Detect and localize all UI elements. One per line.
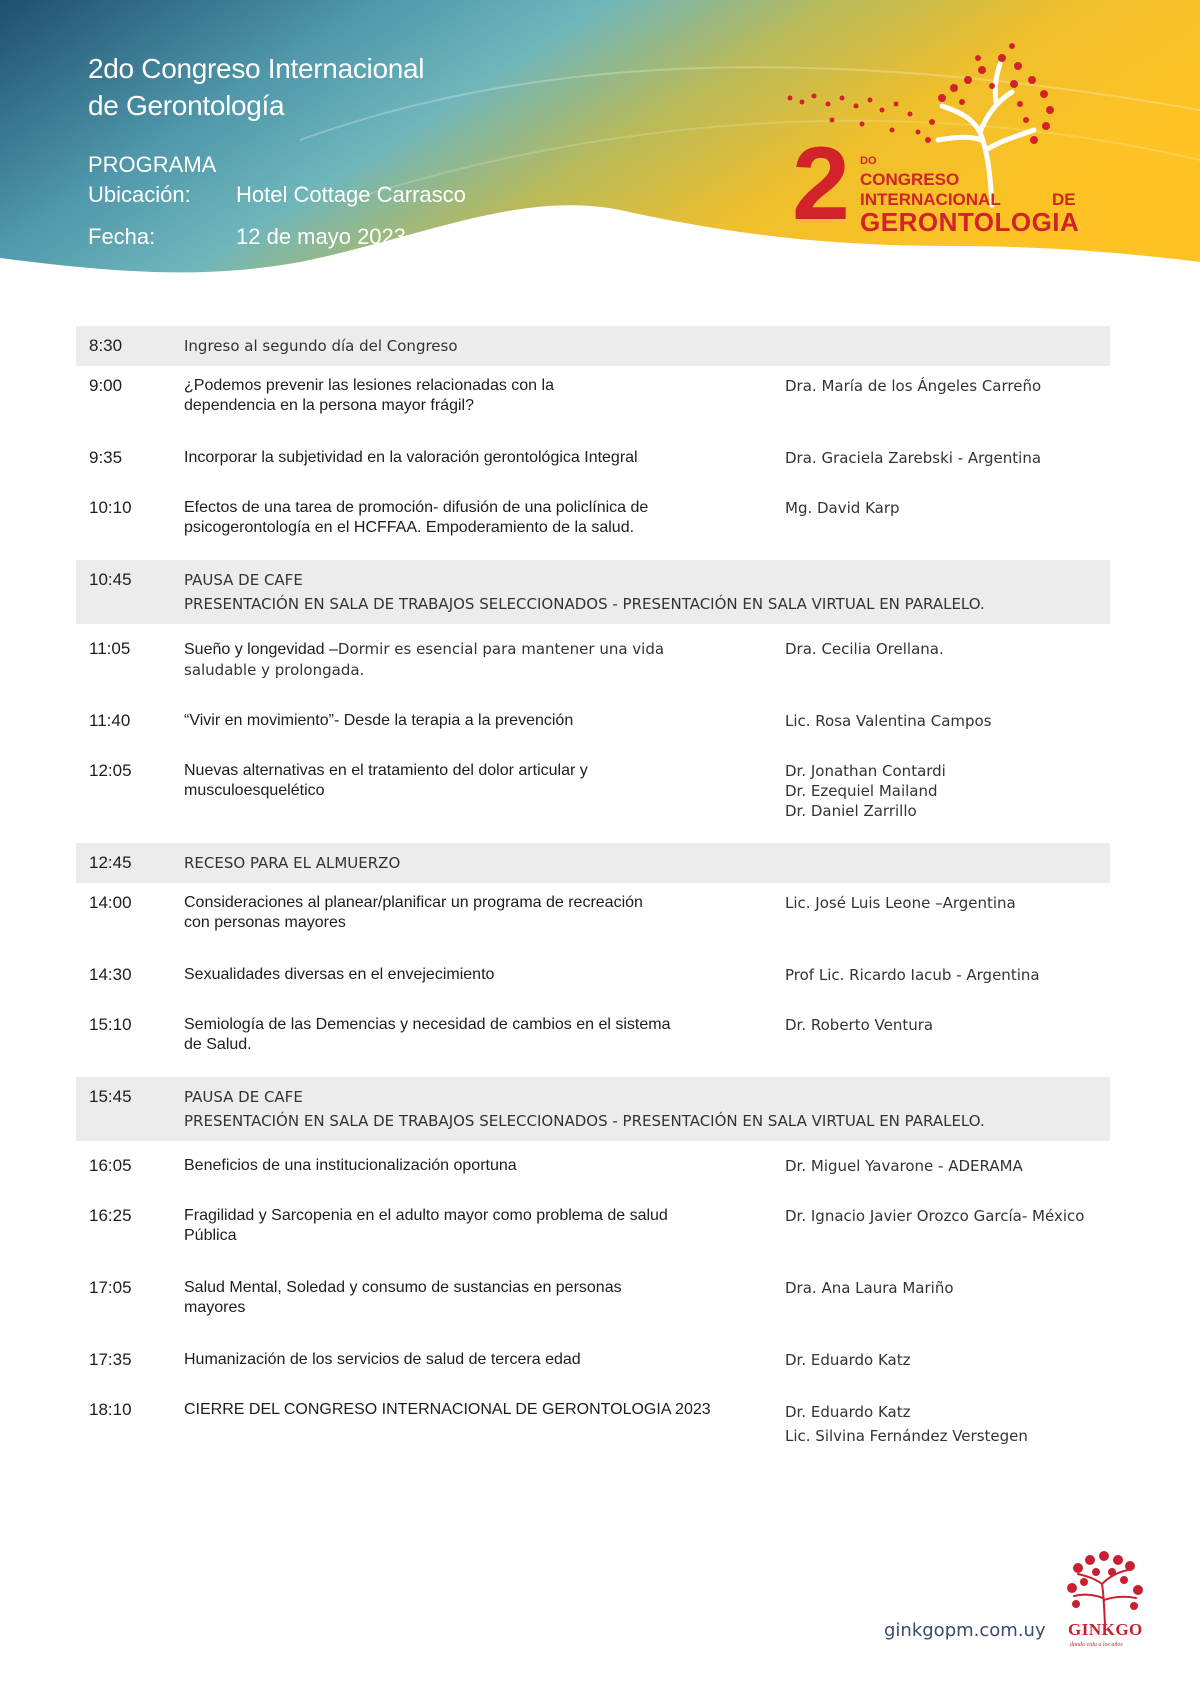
session-time: 15:10 xyxy=(89,1015,132,1034)
schedule-row xyxy=(76,1278,1110,1340)
session-time: 14:00 xyxy=(89,893,132,912)
session-title: CIERRE DEL CONGRESO INTERNACIONAL DE GERONTOLOGIA 2023 xyxy=(184,1401,711,1418)
session-title: Sexualidades diversas en el envejecimiento xyxy=(184,966,495,983)
session-time: 18:10 xyxy=(89,1400,132,1419)
logo-line-2-end: DE xyxy=(1052,190,1076,209)
session-title: Nuevas alternativas en el tratamiento del dolor articular y musculoesquelético xyxy=(184,762,588,799)
session-title: ¿Podemos prevenir las lesiones relacionadas con la dependencia en la persona mayor frágil? xyxy=(184,377,554,414)
session-title: Fragilidad y Sarcopenia en el adulto mayor como problema de salud Pública xyxy=(184,1207,668,1244)
break-text: PAUSA DE CAFE PRESENTACIÓN EN SALA DE TRABAJOS SELECCIONADOS - PRESENTACIÓN EN SALA VIRTUAL EN PARALELO. xyxy=(184,1088,985,1130)
session-time: 11:05 xyxy=(89,639,131,658)
session-speaker: Prof Lic. Ricardo Iacub - Argentina xyxy=(785,966,1040,984)
schedule-row-break xyxy=(76,843,1110,883)
session-time: 12:05 xyxy=(89,761,132,780)
schedule-row xyxy=(76,893,1110,955)
logo-line-1: CONGRESO xyxy=(860,170,960,189)
schedule-row xyxy=(76,965,1110,1005)
schedule-row xyxy=(76,711,1110,751)
programa-label: PROGRAMA xyxy=(88,152,217,177)
session-time: 17:35 xyxy=(89,1350,132,1369)
session-speakers: Dr. Eduardo Katz Lic. Silvina Fernández Verstegen xyxy=(785,1403,1028,1445)
date-value: 12 de mayo 2023 xyxy=(236,224,407,249)
session-speaker: Dra. María de los Ángeles Carreño xyxy=(785,377,1042,395)
session-title: Humanización de los servicios de salud de tercera edad xyxy=(184,1351,581,1368)
ginkgo-brand: GINKGO xyxy=(1068,1620,1143,1639)
schedule-row xyxy=(76,498,1110,560)
logo-line-2: INTERNACIONAL xyxy=(860,190,1001,209)
ginkgo-logo xyxy=(1060,1548,1150,1658)
session-time: 9:00 xyxy=(89,376,123,395)
schedule-row xyxy=(76,326,1110,366)
session-title: “Vivir en movimiento”- Desde la terapia a la prevención xyxy=(184,712,574,729)
location-value: Hotel Cottage Carrasco xyxy=(236,182,466,207)
session-speaker: Mg. David Karp xyxy=(785,499,900,517)
congress-logo xyxy=(782,40,1102,250)
location-label: Ubicación: xyxy=(88,182,191,207)
session-speakers: Dr. Jonathan Contardi Dr. Ezequiel Mailand Dr. Daniel Zarrillo xyxy=(785,762,946,820)
session-speaker: Dr. Roberto Ventura xyxy=(785,1016,934,1034)
break-text: PAUSA DE CAFE PRESENTACIÓN EN SALA DE TRABAJOS SELECCIONADOS - PRESENTACIÓN EN SALA VIRTUAL EN PARALELO. xyxy=(184,571,985,613)
session-title: Sueño y longevidad –Dormir es esencial para mantener una vida saludable y prolongada. xyxy=(184,640,665,679)
session-time: 10:45 xyxy=(76,560,173,624)
session-speaker: Dra. Graciela Zarebski - Argentina xyxy=(785,449,1042,467)
date-label: Fecha: xyxy=(88,224,156,249)
break-text: RECESO PARA EL ALMUERZO xyxy=(184,854,401,872)
ginkgo-tree-icon xyxy=(1060,1548,1150,1628)
title-line-2: de Gerontología xyxy=(88,90,285,121)
session-speaker: Dra. Ana Laura Mariño xyxy=(785,1279,954,1297)
session-speaker: Dr. Eduardo Katz xyxy=(785,1351,911,1369)
session-title: Semiología de las Demencias y necesidad de cambios en el sistema de Salud. xyxy=(184,1016,671,1053)
session-speaker: Lic. Rosa Valentina Campos xyxy=(785,712,992,730)
header-banner xyxy=(0,0,1200,300)
schedule-row-break xyxy=(76,1077,1110,1141)
session-title: Ingreso al segundo día del Congreso xyxy=(184,337,458,355)
session-time: 8:30 xyxy=(76,326,173,366)
ginkgo-tagline: dando vida a los años xyxy=(1070,1642,1123,1648)
schedule-row xyxy=(76,1206,1110,1268)
session-time: 17:05 xyxy=(89,1278,132,1297)
schedule-row xyxy=(76,376,1110,438)
title-line-1: 2do Congreso Internacional xyxy=(88,53,425,84)
session-title: Incorporar la subjetividad en la valoración gerontológica Integral xyxy=(184,449,638,466)
session-time: 10:10 xyxy=(89,498,132,517)
session-title: Salud Mental, Soledad y consumo de sustancias en personas mayores xyxy=(184,1279,622,1316)
session-title: Consideraciones al planear/planificar un programa de recreación con personas mayores xyxy=(184,894,643,931)
session-speaker: Lic. José Luis Leone –Argentina xyxy=(785,894,1016,912)
session-time: 12:45 xyxy=(76,843,173,883)
schedule-row xyxy=(76,1400,1110,1450)
logo-number: 2 xyxy=(792,126,850,242)
schedule-row xyxy=(76,639,1110,701)
session-time: 15:45 xyxy=(76,1077,173,1141)
page-title xyxy=(88,50,424,124)
schedule-row xyxy=(76,1015,1110,1077)
schedule-row xyxy=(76,1350,1110,1390)
schedule-row-break xyxy=(76,560,1110,624)
logo-superscript: DO xyxy=(860,155,877,167)
session-speaker: Dr. Miguel Yavarone - ADERAMA xyxy=(785,1157,1023,1175)
footer-url[interactable]: ginkgopm.com.uy xyxy=(884,1620,1046,1641)
session-title: Beneficios de una institucionalización oportuna xyxy=(184,1157,517,1174)
session-time: 11:40 xyxy=(89,711,131,730)
schedule-row xyxy=(76,448,1110,488)
session-time: 16:25 xyxy=(89,1206,132,1225)
session-time: 14:30 xyxy=(89,965,132,984)
session-title: Efectos de una tarea de promoción- difusión de una policlínica de psicogerontología en el HCFFAA. Empoderamiento de la salud. xyxy=(184,499,649,536)
schedule-row xyxy=(76,761,1110,843)
session-time: 9:35 xyxy=(89,448,123,467)
session-speaker: Dra. Cecilia Orellana. xyxy=(785,640,944,658)
session-time: 16:05 xyxy=(89,1156,132,1175)
schedule-row xyxy=(76,1156,1110,1196)
logo-line-3: GERONTOLOGIA xyxy=(860,207,1080,237)
session-speaker: Dr. Ignacio Javier Orozco García- México xyxy=(785,1207,1085,1225)
program-schedule xyxy=(76,326,1110,1450)
